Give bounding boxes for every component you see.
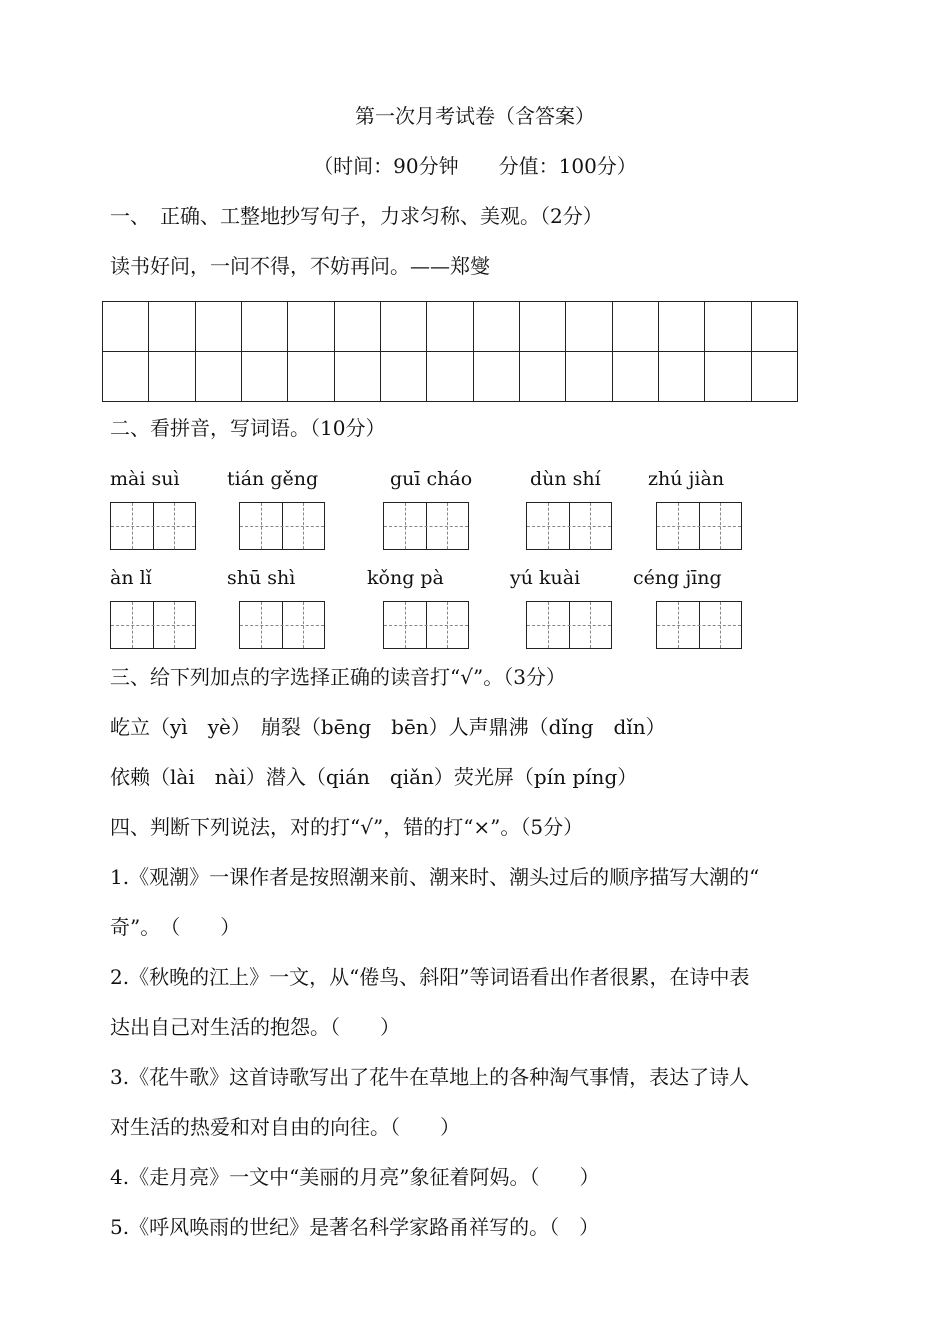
judgement-item: 1.《观潮》一课作者是按照潮来前、潮来时、潮头过后的顺序描写大潮的“ [110,865,760,889]
section1-heading: 一、 正确、工整地抄写句子，力求匀称、美观。（2分） [110,204,603,228]
section1-sentence: 读书好问，一问不得，不妨再问。——郑燮 [110,254,490,278]
tianzige-box[interactable] [383,601,469,649]
pinyin-label: shū shì [227,567,296,589]
pinyin-label: tián gěng [227,468,319,490]
pinyin-label: zhú jiàn [648,468,725,490]
judgement-item: 4.《走月亮》一文中“美丽的月亮”象征着阿妈。（ ） [110,1165,600,1189]
tianzige-box[interactable] [656,502,742,550]
judgement-item: 达出自己对生活的抱怨。（ ） [110,1015,400,1039]
section3-line: 依赖（lài nài）潜入（qián qiǎn）荧光屏（pín píng） [110,765,638,789]
tianzige-box[interactable] [656,601,742,649]
tianzige-box[interactable] [383,502,469,550]
tianzige-box[interactable] [110,502,196,550]
tianzige-box[interactable] [526,502,612,550]
tianzige-box[interactable] [110,601,196,649]
section2-heading: 二、看拼音，写词语。（10分） [110,416,386,440]
section4-heading: 四、判断下列说法，对的打“√”，错的打“×”。（5分） [110,815,584,839]
copy-writing-grid[interactable] [102,301,798,402]
page-title: 第一次月考试卷（含答案） [355,104,595,128]
section3-line: 屹立（yì yè） 崩裂（bēng bēn）人声鼎沸（dǐng dǐn） [110,715,666,739]
pinyin-label: mài suì [110,468,180,490]
tianzige-box[interactable] [239,502,325,550]
page-subtitle: （时间：90分钟 分值：100分） [313,154,637,178]
pinyin-label: dùn shí [530,468,601,490]
grid-row [103,302,798,352]
tianzige-box[interactable] [526,601,612,649]
pinyin-label: àn lǐ [110,567,152,589]
judgement-item: 奇”。 （ ） [110,915,241,939]
judgement-item: 对生活的热爱和对自由的向往。（ ） [110,1115,460,1139]
pinyin-label: yú kuài [510,567,581,589]
judgement-item: 5.《呼风唤雨的世纪》是著名科学家路甬祥写的。（ ） [110,1215,600,1239]
judgement-item: 3.《花牛歌》这首诗歌写出了花牛在草地上的各种淘气事情，表达了诗人 [110,1065,750,1089]
pinyin-label: céng jīng [633,567,722,589]
pinyin-label: guī cháo [390,468,473,490]
section3-heading: 三、给下列加点的字选择正确的读音打“√”。（3分） [110,665,566,689]
tianzige-box[interactable] [239,601,325,649]
pinyin-label: kǒng pà [367,567,444,589]
grid-row [103,352,798,402]
judgement-item: 2.《秋晚的江上》一文，从“倦鸟、斜阳”等词语看出作者很累，在诗中表 [110,965,750,989]
